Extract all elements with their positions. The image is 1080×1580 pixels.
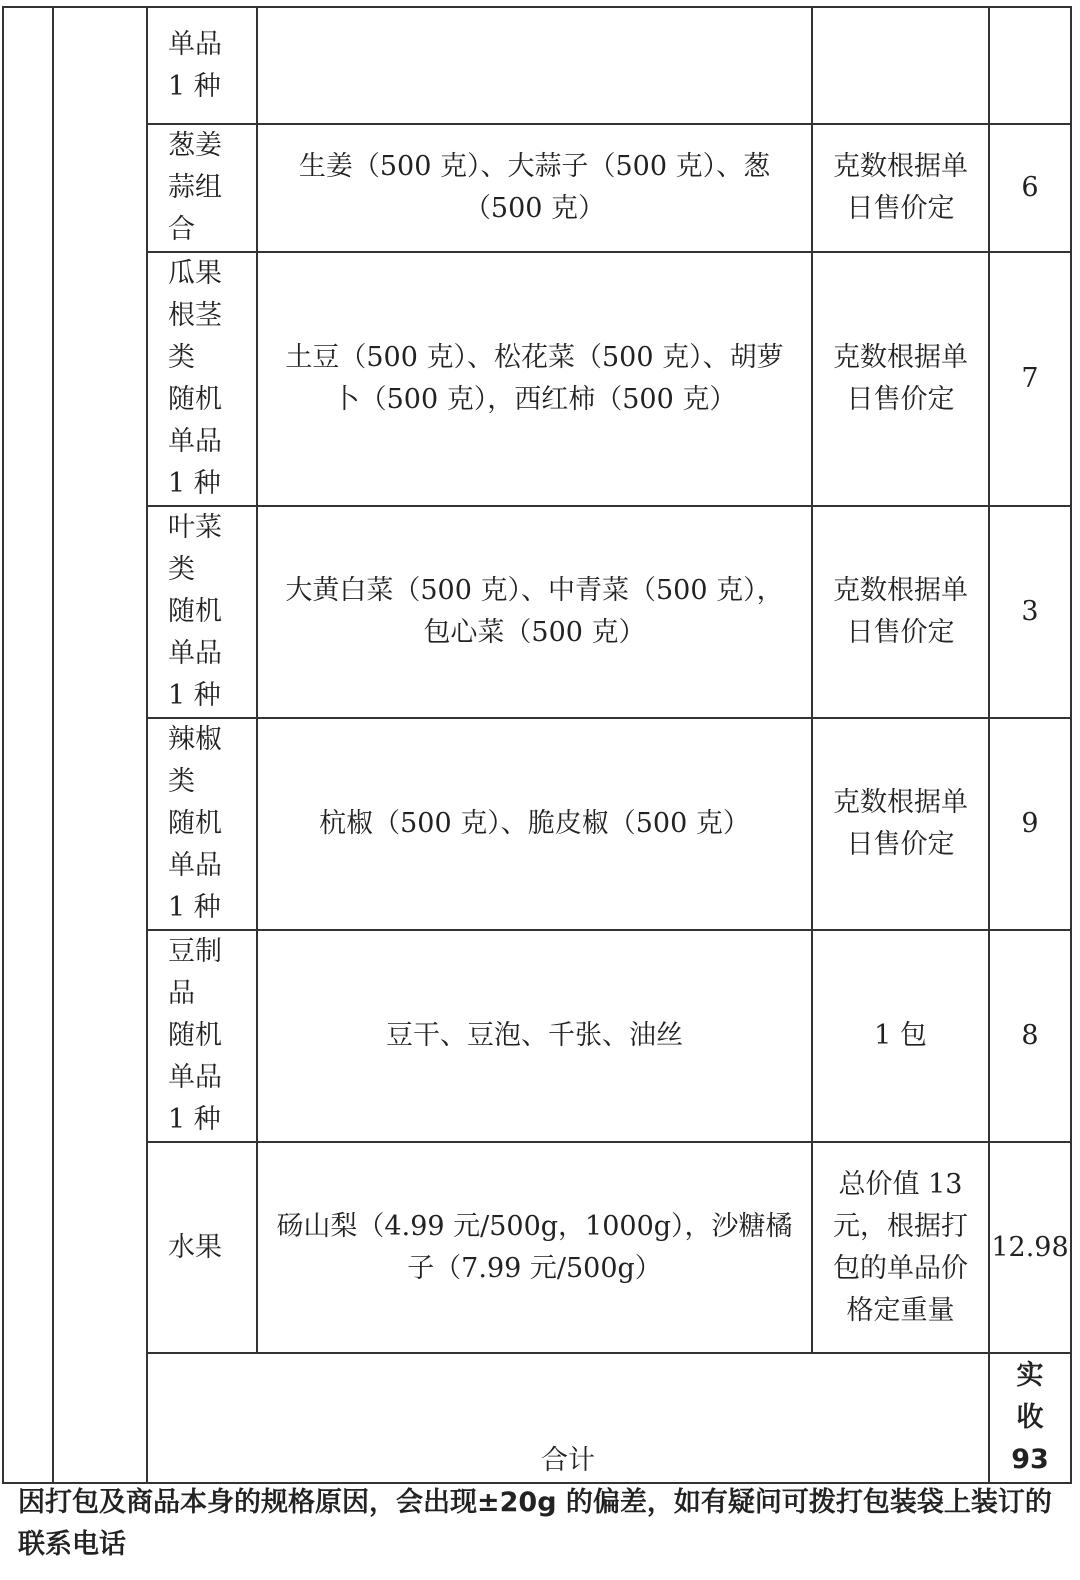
spec-cell: 1 包	[812, 930, 989, 1142]
items-cell: 砀山梨（4.99 元/500g，1000g），沙糖橘子（7.99 元/500g）	[257, 1142, 812, 1353]
category-cell: 豆制 品 随机 单品 1 种	[147, 930, 257, 1142]
items-cell: 大黄白菜（500 克）、中青菜（500 克），包心菜（500 克）	[257, 506, 812, 718]
spec-cell: 克数根据单日售价定	[812, 718, 989, 930]
items-cell	[257, 7, 812, 124]
price-cell: 7	[989, 252, 1071, 506]
price-cell: 9	[989, 718, 1071, 930]
footnote: 因打包及商品本身的规格原因，会出现±20g 的偏差，如有疑问可拨打包装袋上装订的联系电话	[18, 1487, 1052, 1560]
category-cell: 瓜果 根茎 类 随机 单品 1 种	[147, 252, 257, 506]
table-row	[3, 1142, 1071, 1353]
table-row	[3, 252, 1071, 506]
price-cell: 6	[989, 124, 1071, 252]
total-label: 合计	[147, 1353, 989, 1483]
category-cell: 葱姜 蒜组 合	[147, 124, 257, 252]
table-row	[3, 506, 1071, 718]
category-cell: 辣椒 类 随机 单品 1 种	[147, 718, 257, 930]
price-cell: 3	[989, 506, 1071, 718]
items-cell: 杭椒（500 克）、脆皮椒（500 克）	[257, 718, 812, 930]
spec-cell: 总价值 13 元，根据打包的单品价格定重量	[812, 1142, 989, 1353]
total-row	[3, 1353, 1071, 1483]
table-row	[3, 7, 1071, 124]
paid-amount: 实 收 93	[989, 1353, 1071, 1483]
blank-column-2	[53, 7, 147, 1483]
blank-column-1	[3, 7, 53, 1483]
items-cell: 生姜（500 克）、大蒜子（500 克）、葱（500 克）	[257, 124, 812, 252]
category-cell: 单品 1 种	[147, 7, 257, 124]
product-table	[2, 6, 1072, 1484]
price-cell: 8	[989, 930, 1071, 1142]
spec-cell: 克数根据单日售价定	[812, 506, 989, 718]
category-cell: 叶菜 类 随机 单品 1 种	[147, 506, 257, 718]
table-row	[3, 124, 1071, 252]
spec-cell: 克数根据单日售价定	[812, 124, 989, 252]
table-row	[3, 930, 1071, 1142]
items-cell: 土豆（500 克）、松花菜（500 克）、胡萝卜（500 克），西红柿（500 克）	[257, 252, 812, 506]
price-cell	[989, 7, 1071, 124]
items-cell: 豆干、豆泡、千张、油丝	[257, 930, 812, 1142]
table-row	[3, 718, 1071, 930]
category-cell: 水果	[147, 1142, 257, 1353]
spec-cell: 克数根据单日售价定	[812, 252, 989, 506]
spec-cell	[812, 7, 989, 124]
price-cell: 12.98	[989, 1142, 1071, 1353]
